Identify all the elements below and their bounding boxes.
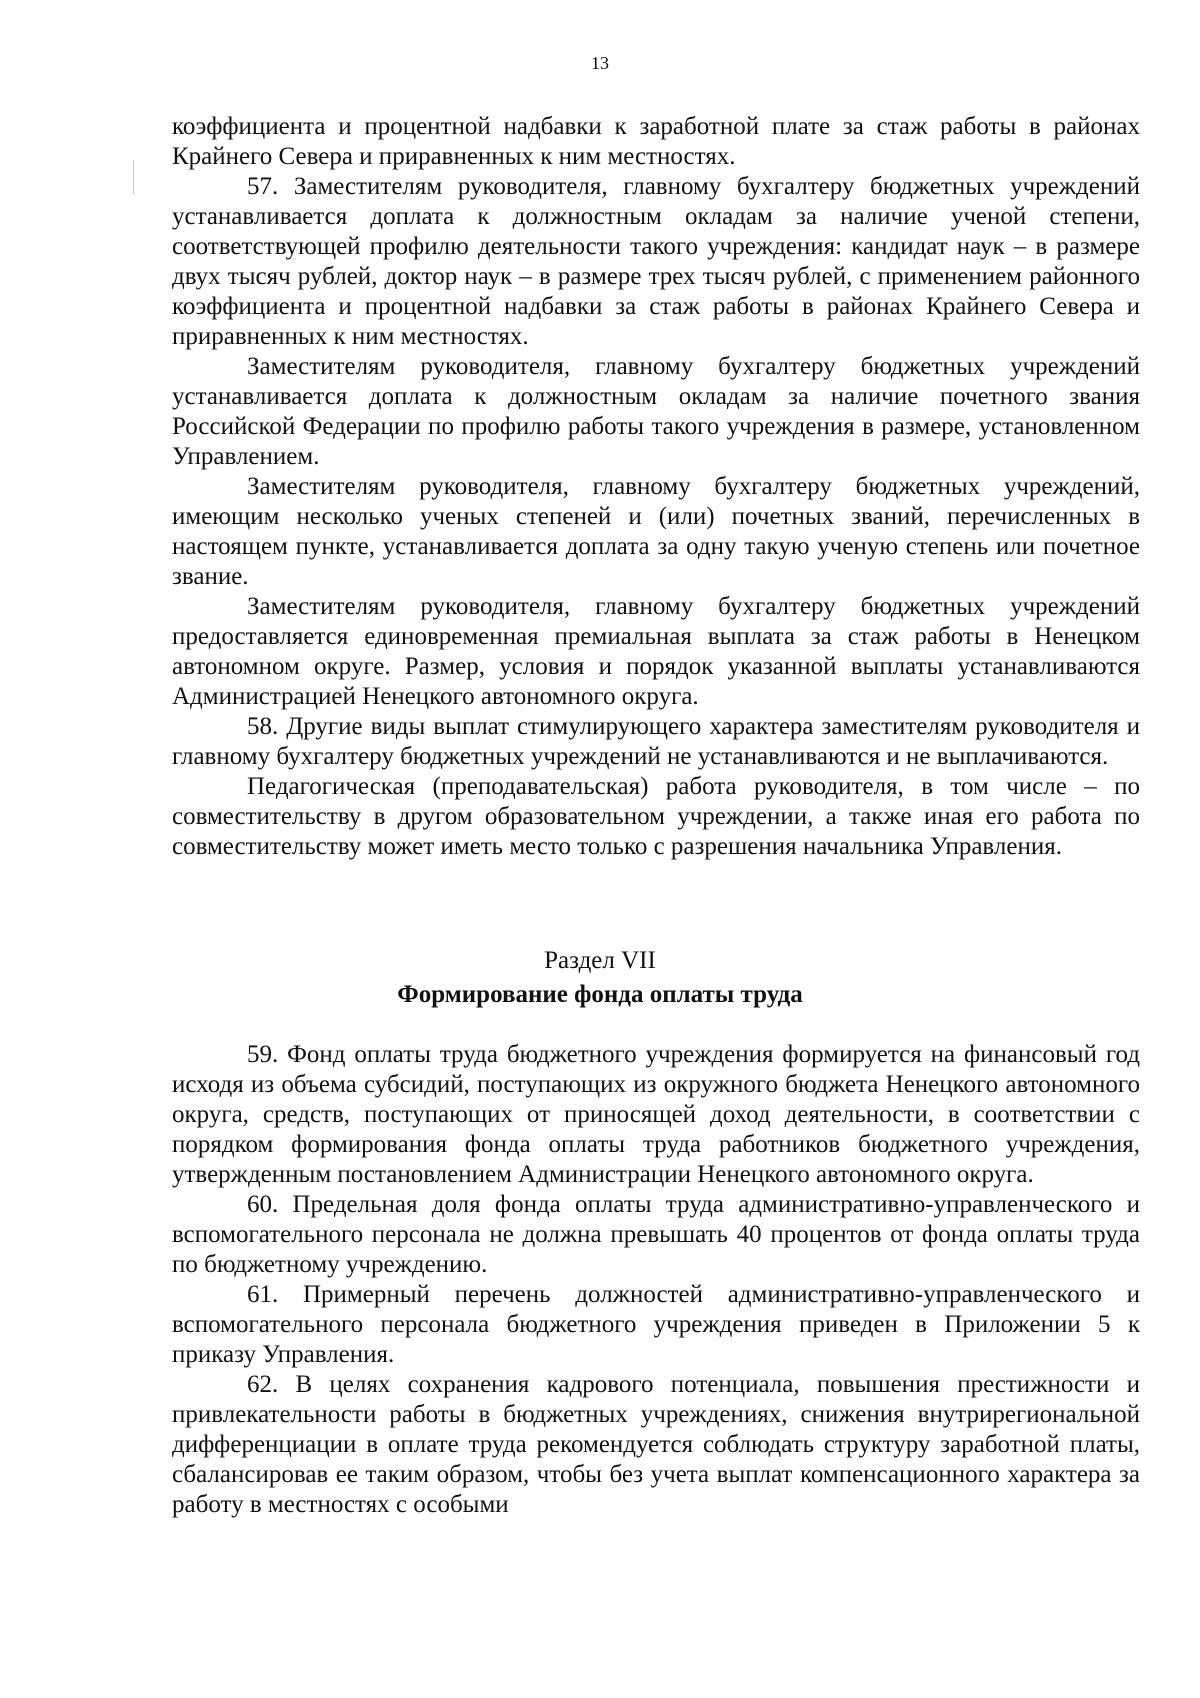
section-label: Раздел VII bbox=[544, 947, 656, 974]
body-text-top bbox=[172, 112, 1140, 862]
paragraph-honorary-title: Заместителям руководителя, главному бухгалтеру бюджетных учреждений устанавливается доплата к должностным окладам за наличие почетного звания Российской Федерации по профилю работы такого учреждения в размере, установленном Управлением. bbox=[172, 353, 1140, 470]
paragraph-57: 57. Заместителям руководителя, главному бухгалтеру бюджетных учреждений устанавливается доплата к должностным окладам за наличие ученой степени, соответствующей профилю деятельности такого учреждения: кандидат наук – в размере двух тысяч рублей, доктор наук – в размере трех тысяч рублей, с применением районного коэффициента и процентной надбавки за стаж работы в районах Крайнего Севера и приравненных к ним местностях. bbox=[172, 173, 1140, 350]
paragraph-continuation: коэффициента и процентной надбавки к заработной плате за стаж работы в районах Крайнего Севера и приравненных к ним местностях. bbox=[172, 113, 1140, 170]
paragraph-58: 58. Другие виды выплат стимулирующего характера заместителям руководителя и главному бухгалтеру бюджетных учреждений не устанавливаются и не выплачиваются. bbox=[172, 713, 1140, 770]
section-title: Формирование фонда оплаты труда bbox=[397, 981, 803, 1008]
body-text-bottom bbox=[172, 1040, 1140, 1520]
paragraph-61: 61. Примерный перечень должностей административно-управленческого и вспомогательного персонала бюджетного учреждения приведен в Приложении 5 к приказу Управления. bbox=[172, 1281, 1140, 1368]
paragraph-teaching-work: Педагогическая (преподавательская) работа руководителя, в том числе – по совместительству в другом образовательном учреждении, а также иная его работа по совместительству может иметь место только с разрешения начальника Управления. bbox=[172, 773, 1140, 860]
scan-margin-mark bbox=[133, 160, 134, 194]
paragraph-62: 62. В целях сохранения кадрового потенциала, повышения престижности и привлекательности работы в бюджетных учреждениях, снижения внутрирегиональной дифференциации в оплате труда рекомендуется соблюдать структуру заработной платы, сбалансировав ее таким образом, чтобы без учета выплат компенсационного характера за работу в местностях с особыми bbox=[172, 1371, 1140, 1518]
paragraph-multiple-degrees: Заместителям руководителя, главному бухгалтеру бюджетных учреждений, имеющим несколько ученых степеней и (или) почетных званий, перечисленных в настоящем пункте, устанавливается доплата за одну такую ученую степень или почетное звание. bbox=[172, 473, 1140, 590]
paragraph-59: 59. Фонд оплаты труда бюджетного учреждения формируется на финансовый год исходя из объема субсидий, поступающих из окружного бюджета Ненецкого автономного округа, средств, поступающих от приносящей доход деятельности, в соответствии с порядком формирования фонда оплаты труда работников бюджетного учреждения, утвержденным постановлением Администрации Ненецкого автономного округа. bbox=[172, 1041, 1140, 1188]
paragraph-one-time-bonus: Заместителям руководителя, главному бухгалтеру бюджетных учреждений предоставляется единовременная премиальная выплата за стаж работы в Ненецком автономном округе. Размер, условия и порядок указанной выплаты устанавливаются Администрацией Ненецкого автономного округа. bbox=[172, 593, 1140, 710]
page-number: 13 bbox=[591, 53, 609, 73]
paragraph-60: 60. Предельная доля фонда оплаты труда административно-управленческого и вспомогательного персонала не должна превышать 40 процентов от фонда оплаты труда по бюджетному учреждению. bbox=[172, 1191, 1140, 1278]
